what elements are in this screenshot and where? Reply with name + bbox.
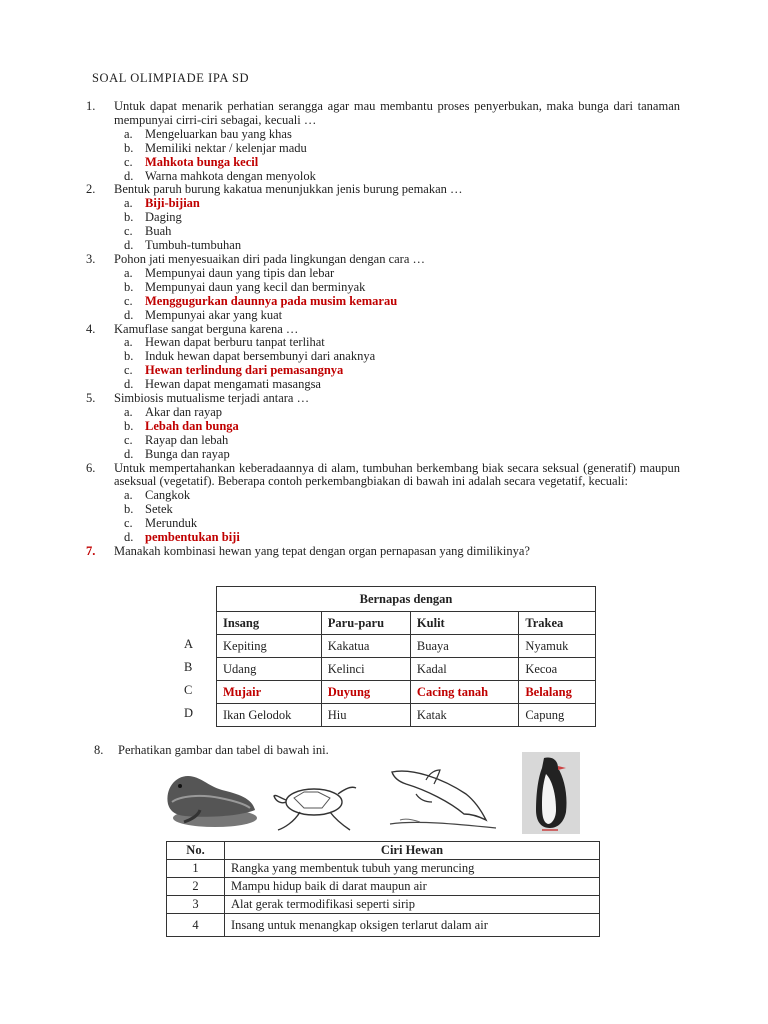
option-text: Memiliki nektar / kelenjar madu	[145, 140, 307, 155]
option-letter: d.	[124, 168, 134, 183]
question-1-options	[86, 128, 680, 184]
question-text: Pohon jati menyesuaikan diri pada lingkungan dengan cara …	[114, 251, 426, 266]
option-letter: d.	[124, 446, 134, 461]
option-letter: d.	[124, 377, 134, 392]
option-b	[124, 503, 680, 517]
question-text: Bentuk paruh burung kakatua menunjukkan jenis burung pemakan …	[114, 182, 463, 197]
option-c-answer	[124, 156, 680, 170]
table-cell: Buaya	[410, 635, 518, 658]
question-number: 6.	[86, 460, 96, 475]
question-3-options	[86, 267, 680, 323]
option-letter: a.	[124, 335, 133, 350]
table-header: Bernapas dengan	[217, 587, 596, 612]
option-a-answer	[124, 197, 680, 211]
option-d	[124, 309, 680, 323]
option-c	[124, 517, 680, 531]
option-a	[124, 267, 680, 281]
option-letter: b.	[124, 502, 134, 517]
table-row	[167, 896, 600, 914]
question-6-options	[86, 489, 680, 545]
trait-text: Alat gerak termodifikasi seperti sirip	[225, 896, 600, 914]
option-text: Akar dan rayap	[145, 404, 223, 419]
table-cell: Capung	[519, 704, 596, 727]
option-text: pembentukan biji	[145, 530, 240, 545]
table-cell: Kelinci	[321, 658, 410, 681]
question-4-options	[86, 336, 680, 392]
option-text: Induk hewan dapat bersembunyi dari anaknya	[145, 349, 376, 364]
question-text: Untuk mempertahankan keberadaannya di alam, tumbuhan berkembang biak secara seksual (generatif) maupun aseksual (vegetatif). Beberapa contoh perkembangbiakan di bawah ini adalah secara vegetatif, kecuali:	[114, 460, 680, 489]
question-4	[86, 323, 680, 337]
column-header: No.	[167, 842, 225, 860]
animal-traits-table	[166, 841, 600, 937]
question-text: Untuk dapat menarik perhatian serangga agar mau membantu proses penyerbukan, maka bunga dari tanaman mempunyai cirri-ciri sebagai, kecuali …	[114, 99, 680, 127]
option-letter: c.	[124, 293, 133, 308]
option-letter: a.	[124, 488, 133, 503]
question-number: 2.	[86, 182, 96, 197]
option-text: Bunga dan rayap	[145, 446, 230, 461]
table-row	[217, 635, 596, 658]
option-d	[124, 170, 680, 184]
option-letter: a.	[124, 265, 133, 280]
answer-letters	[184, 633, 204, 725]
option-letter: c.	[124, 363, 133, 378]
question-list	[86, 100, 680, 559]
row-number: 2	[167, 878, 225, 896]
turtle-image	[270, 778, 358, 834]
option-text: Biji-bijian	[145, 196, 200, 211]
option-text: Cangkok	[145, 488, 191, 503]
row-number: 3	[167, 896, 225, 914]
question-2	[86, 183, 680, 197]
table-cell: Kepiting	[217, 635, 322, 658]
question-number: 1.	[86, 99, 96, 113]
row-letter: D	[184, 706, 194, 720]
option-b	[124, 142, 680, 156]
row-letter: B	[184, 660, 193, 674]
option-text: Buah	[145, 224, 172, 239]
option-a	[124, 336, 680, 350]
option-a	[124, 489, 680, 503]
table-row	[167, 860, 600, 878]
column-header: Ciri Hewan	[225, 842, 600, 860]
question-1	[86, 100, 680, 128]
option-text: Merunduk	[145, 516, 198, 531]
option-letter: b.	[124, 349, 134, 364]
table-cell: Cacing tanah	[410, 681, 518, 704]
question-number: 4.	[86, 321, 96, 336]
question-text: Manakah kombinasi hewan yang tepat dengan organ pernapasan yang dimilikinya?	[114, 544, 530, 558]
table-row	[217, 704, 596, 727]
question-2-options	[86, 197, 680, 253]
document-title: SOAL OLIMPIADE IPA SD	[92, 71, 250, 85]
row-number: 1	[167, 860, 225, 878]
option-text: Tumbuh-tumbuhan	[145, 238, 242, 253]
option-letter: c.	[124, 154, 133, 169]
table-cell: Mujair	[217, 681, 322, 704]
animal-images	[160, 756, 590, 840]
option-text: Menggugurkan daunnya pada musim kemarau	[145, 293, 398, 308]
option-c	[124, 434, 680, 448]
question-7	[86, 545, 680, 559]
option-d-answer	[124, 531, 680, 545]
option-text: Setek	[145, 502, 173, 517]
option-letter: b.	[124, 279, 134, 294]
breathing-table	[216, 586, 596, 727]
seal-image	[160, 764, 260, 830]
table-cell: Kadal	[410, 658, 518, 681]
question-5	[86, 392, 680, 406]
table-cell: Ikan Gelodok	[217, 704, 322, 727]
table-cell: Kecoa	[519, 658, 596, 681]
question-text: Kamuflase sangat berguna karena …	[114, 321, 299, 336]
table-row-answer	[217, 681, 596, 704]
penguin-image	[522, 752, 580, 834]
option-letter: b.	[124, 418, 134, 433]
option-letter: d.	[124, 530, 134, 545]
option-text: Mahkota bunga kecil	[145, 154, 259, 169]
table-cell: Hiu	[321, 704, 410, 727]
option-d	[124, 448, 680, 462]
row-number: 4	[167, 914, 225, 937]
option-a	[124, 128, 680, 142]
option-text: Daging	[145, 210, 182, 225]
option-letter: a.	[124, 126, 133, 141]
trait-text: Rangka yang membentuk tubuh yang meruncing	[225, 860, 600, 878]
option-text: Mengeluarkan bau yang khas	[145, 126, 292, 141]
option-c-answer	[124, 295, 680, 309]
option-b	[124, 350, 680, 364]
table-row	[167, 914, 600, 937]
option-b-answer	[124, 420, 680, 434]
option-text: Rayap dan lebah	[145, 432, 229, 447]
option-text: Mempunyai daun yang tipis dan lebar	[145, 265, 335, 280]
column-header: Paru-paru	[321, 612, 410, 635]
question-3	[86, 253, 680, 267]
column-header: Trakea	[519, 612, 596, 635]
option-letter: c.	[124, 224, 133, 239]
option-letter: c.	[124, 432, 133, 447]
option-b	[124, 281, 680, 295]
table-cell: Udang	[217, 658, 322, 681]
column-header: Kulit	[410, 612, 518, 635]
option-d	[124, 378, 680, 392]
question-number: 5.	[86, 391, 96, 406]
question-number: 7.	[86, 544, 96, 558]
table-row	[217, 658, 596, 681]
option-d	[124, 239, 680, 253]
option-a	[124, 406, 680, 420]
column-header: Insang	[217, 612, 322, 635]
option-text: Warna mahkota dengan menyolok	[145, 168, 316, 183]
question-6	[86, 462, 680, 490]
option-letter: d.	[124, 238, 134, 253]
question-number: 3.	[86, 251, 96, 266]
option-text: Mempunyai daun yang kecil dan berminyak	[145, 279, 366, 294]
option-letter: c.	[124, 516, 133, 531]
option-letter: a.	[124, 196, 133, 211]
option-letter: b.	[124, 210, 134, 225]
table-row	[167, 878, 600, 896]
option-letter: b.	[124, 140, 134, 155]
question-number: 8.	[94, 743, 104, 757]
option-text: Hewan terlindung dari pemasangnya	[145, 363, 344, 378]
option-letter: d.	[124, 307, 134, 322]
question-text: Simbiosis mutualisme terjadi antara …	[114, 391, 310, 406]
option-text: Lebah dan bunga	[145, 418, 239, 433]
row-letter: A	[184, 637, 194, 651]
table-cell: Nyamuk	[519, 635, 596, 658]
table-cell: Kakatua	[321, 635, 410, 658]
dolphin-image	[386, 762, 498, 834]
option-text: Hewan dapat mengamati masangsa	[145, 377, 321, 392]
row-letter: C	[184, 683, 193, 697]
option-text: Mempunyai akar yang kuat	[145, 307, 283, 322]
option-letter: a.	[124, 404, 133, 419]
option-c-answer	[124, 364, 680, 378]
option-c	[124, 225, 680, 239]
option-text: Hewan dapat berburu tanpat terlihat	[145, 335, 325, 350]
trait-text: Mampu hidup baik di darat maupun air	[225, 878, 600, 896]
table-cell: Duyung	[321, 681, 410, 704]
question-5-options	[86, 406, 680, 462]
question-text: Perhatikan gambar dan tabel di bawah ini.	[118, 743, 329, 757]
table-cell: Belalang	[519, 681, 596, 704]
trait-text: Insang untuk menangkap oksigen terlarut dalam air	[225, 914, 600, 937]
table-cell: Katak	[410, 704, 518, 727]
option-b	[124, 211, 680, 225]
